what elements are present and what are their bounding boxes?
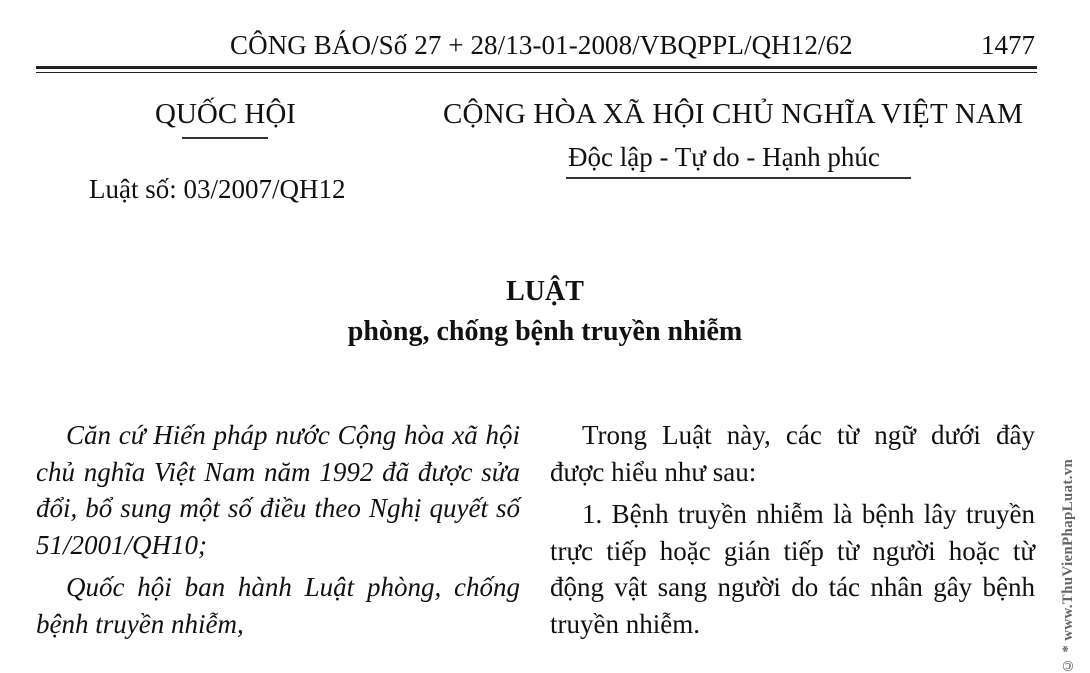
issuer-name: QUỐC HỘI [155, 98, 296, 130]
preamble-enactment: Quốc hội ban hành Luật phòng, chống bệnh truyền nhiễm, [36, 572, 520, 639]
watermark: © * www.ThuVienPhapLuat.vn [1060, 458, 1076, 673]
document-subtitle: phòng, chống bệnh truyền nhiễm [347, 316, 743, 347]
motto-underline [566, 177, 911, 179]
country-name: CỘNG HÒA XÃ HỘI CHỦ NGHĨA VIỆT NAM [443, 98, 1024, 130]
law-number: Luật số: 03/2007/QH12 [89, 174, 346, 204]
preamble-basis: Căn cứ Hiến pháp nước Cộng hòa xã hội chủ nghĩa Việt Nam năm 1992 đã được sửa đổi, bổ sung một số điều theo Nghị quyết số 51/2001/QH10; [36, 420, 520, 560]
left-column [36, 417, 520, 649]
gazette-header: CÔNG BÁO/Số 27 + 28/13-01-2008/VBQPPL/QH12/62 [230, 30, 853, 60]
issuer-underline [182, 137, 268, 139]
right-column [550, 417, 1035, 649]
header-rule-thick [36, 66, 1037, 69]
header-rule-thin [36, 72, 1037, 73]
definitions-intro: Trong Luật này, các từ ngữ dưới đây được hiểu như sau: [550, 420, 1035, 487]
definition-item-1: 1. Bệnh truyền nhiễm là bệnh lây truyền trực tiếp hoặc gián tiếp từ người hoặc từ động vật sang người do tác nhân gây bệnh truyền nhiễm. [550, 499, 1035, 639]
national-motto: Độc lập - Tự do - Hạnh phúc [568, 142, 880, 172]
document-title: LUẬT [506, 276, 584, 307]
page-number: 1477 [981, 30, 1035, 60]
